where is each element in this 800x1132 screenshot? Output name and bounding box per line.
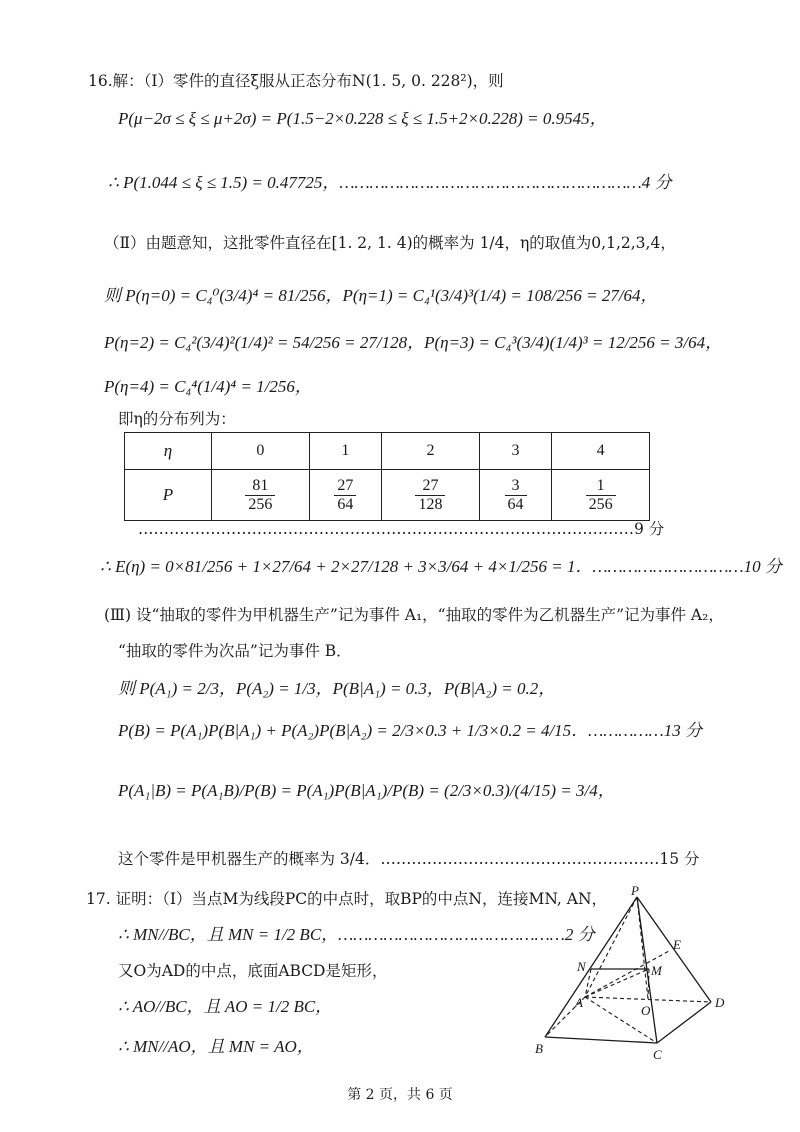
q16-part2-header: （Ⅱ）由题意知，这批零件直径在[1. 2, 1. 4)的概率为 1/4，η的取值为0,1,2,3,4， — [104, 234, 676, 252]
table-cell-1 — [309, 470, 381, 521]
segment-PO — [637, 897, 648, 999]
q16-part3-line5: P(A₁|B) = P(A₁B)/P(B) = P(A₁)P(B|A₁)/P(B) = (2/3×0.3)/(4/15) = 3/4， — [118, 781, 615, 800]
page-footer: 第 2 页，共 6 页 — [347, 1087, 453, 1103]
fraction-numerator: 27 — [334, 477, 356, 496]
fraction-denominator: 64 — [337, 495, 354, 513]
q16-p-eta-2-3: P(η=2) = C₄²(3/4)²(1/4)² = 54/256 = 27/128，P(η=3) = C₄³(3/4)(1/4)³ = 12/256 = 3/64， — [104, 333, 723, 352]
q17-line3: 又O为AD的中点，底面ABCD是矩形， — [118, 962, 388, 980]
edge-PB — [545, 897, 637, 1037]
label-M: M — [651, 963, 662, 978]
q17-line5: ∴ MN//AO，且 MN = AO， — [118, 1037, 314, 1056]
label-N: N — [577, 959, 586, 974]
q16-part3-line4: P(B) = P(A₁)P(B|A₁) + P(A₂)P(B|A₂) = 2/3×0.3 + 1/3×0.2 = 4/15．……………13 分 — [118, 721, 703, 740]
label-A: A — [575, 995, 583, 1010]
label-P: P — [631, 885, 639, 898]
q16-normal-prob-line: P(μ−2σ ≤ ξ ≤ μ+2σ) = P(1.5−2×0.228 ≤ ξ ≤ 1.5+2×0.228) = 0.9545， — [118, 109, 607, 128]
table-cell-3 — [479, 470, 551, 521]
fraction-numerator: 1 — [586, 477, 616, 496]
fraction-numerator: 81 — [245, 477, 275, 496]
table-cell-4 — [552, 470, 650, 521]
edge-PA — [585, 897, 637, 997]
label-B: B — [535, 1041, 543, 1056]
q17-line2: ∴ MN//BC，且 MN = 1/2 BC，………………………………………2 分 — [118, 925, 595, 944]
fraction-denominator: 64 — [507, 495, 524, 513]
fraction-numerator: 27 — [415, 477, 445, 496]
label-C: C — [653, 1047, 662, 1062]
label-O: O — [641, 1003, 651, 1018]
q16-score-9: ……………………………………………………………………………………9 分 — [138, 520, 665, 538]
edge-CD — [657, 1002, 711, 1043]
fraction-denominator: 128 — [418, 495, 443, 513]
q16-header: 16.解：（Ⅰ）零件的直径ξ服从正态分布N(1. 5, 0. 228²)，则 — [88, 72, 504, 90]
label-E: E — [673, 937, 681, 952]
segment-AM — [585, 969, 649, 997]
q17-header: 17. 证明：（Ⅰ）当点M为线段PC的中点时，取BP的中点N，连接MN, AN， — [86, 890, 608, 908]
table-prob-row — [125, 470, 650, 521]
table-col-0: 0 — [212, 433, 310, 470]
fraction-numerator: 3 — [505, 477, 527, 496]
pyramid-figure — [515, 885, 745, 1065]
q16-p-eta-0-1: 则 P(η=0) = C₄⁰(3/4)⁴ = 81/256，P(η=1) = C₄¹(3/4)³(1/4) = 108/256 = 27/64， — [104, 286, 658, 305]
table-header-row — [125, 433, 650, 470]
q17-line4: ∴ AO//BC，且 AO = 1/2 BC， — [118, 997, 333, 1016]
table-col-1: 1 — [309, 433, 381, 470]
table-cell-2 — [382, 470, 480, 521]
distribution-table — [124, 432, 650, 521]
q16-part3-line1: (Ⅲ) 设“抽取的零件为甲机器生产”记为事件 A₁，“抽取的零件为乙机器生产”记为事件 A₂， — [104, 606, 724, 624]
q16-part3-line3: 则 P(A₁) = 2/3，P(A₂) = 1/3，P(B|A₁) = 0.3，P(B|A₂) = 0.2， — [118, 679, 556, 698]
segment-MO — [648, 969, 649, 999]
q16-dist-label: 即η的分布列为： — [118, 410, 236, 428]
q16-half-prob-line: ∴ P(1.044 ≤ ξ ≤ 1.5) = 0.47725，……………………………………………………4 分 — [108, 173, 672, 192]
table-col-3: 3 — [479, 433, 551, 470]
table-cell-0 — [212, 470, 310, 521]
q16-expectation: ∴ E(η) = 0×81/256 + 1×27/64 + 2×27/128 + 3×3/64 + 4×1/256 = 1．…………………………10 分 — [100, 557, 782, 576]
q16-p-eta-4: P(η=4) = C₄⁴(1/4)⁴ = 1/256， — [104, 377, 312, 396]
fraction-denominator: 256 — [248, 495, 273, 513]
q16-part3-line2: “抽取的零件为次品”记为事件 B． — [118, 642, 352, 660]
table-col-2: 2 — [382, 433, 480, 470]
table-header-p: P — [125, 470, 212, 521]
table-col-4: 4 — [552, 433, 650, 470]
table-header-eta: η — [125, 433, 212, 470]
fraction-denominator: 256 — [588, 495, 613, 513]
label-D: D — [715, 995, 725, 1010]
segment-NA — [585, 969, 591, 997]
edge-BC — [545, 1037, 657, 1043]
q16-part3-line6: 这个零件是甲机器生产的概率为 3/4．………………………………………………15 分 — [118, 850, 700, 868]
